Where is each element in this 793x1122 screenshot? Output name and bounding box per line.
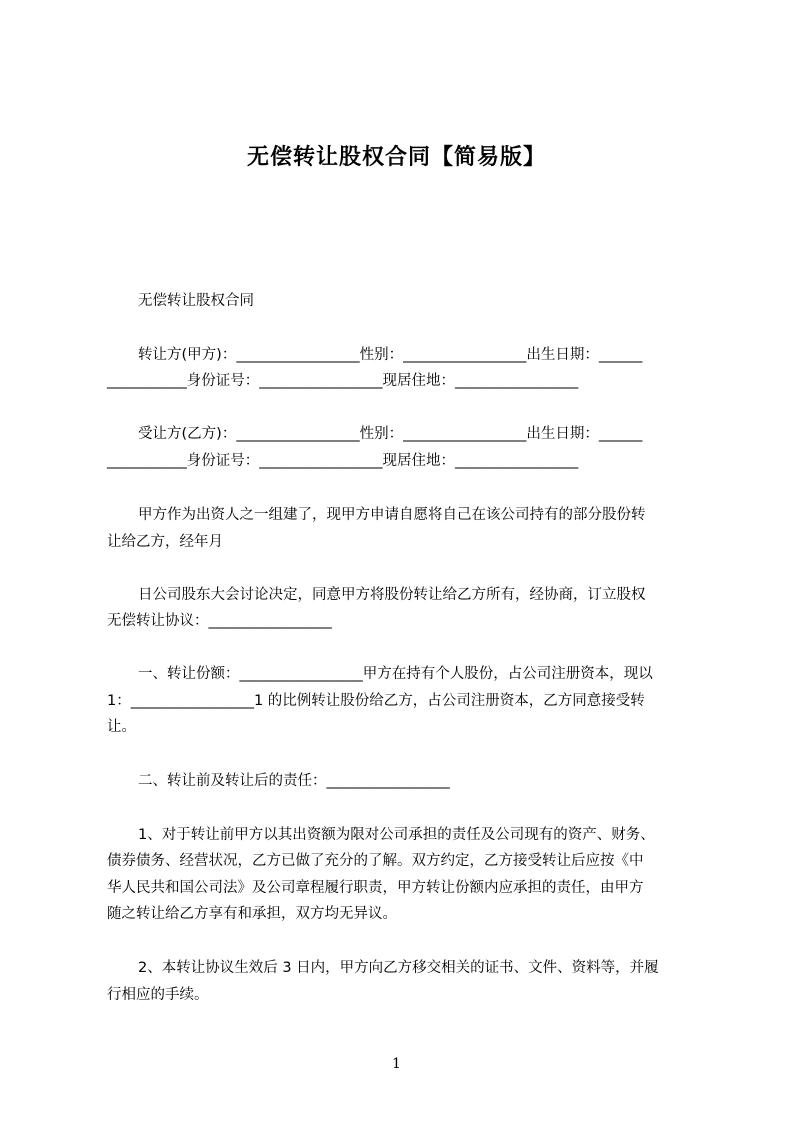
clause-1-line-1: 一、转让份额：_________________甲方在持有个人股份，占公司注册资本，现以 <box>138 666 653 682</box>
page-number: 1 <box>392 1056 401 1072</box>
preamble-line-2: 让给乙方，经年月 <box>107 534 223 550</box>
resolution-line-1: 日公司股东大会讨论决定，同意甲方将股份转让给乙方所有，经协商，订立股权 <box>138 587 646 603</box>
item-2-line-1: 2、本转让协议生效后 3 日内，甲方向乙方移交相关的证书、文件、资料等，并履 <box>138 960 659 976</box>
party-a-line-1: 转让方(甲方)：_________________性别：_________________出生日期：______ <box>138 347 643 363</box>
clause-1-line-2: 1：_________________1 的比例转让股份给乙方，占公司注册资本，乙方同意接受转 <box>107 693 645 709</box>
resolution-line-2: 无偿转让协议：_________________ <box>107 613 332 629</box>
party-a-line-2: ___________身份证号：_________________现居住地：_________________ <box>107 373 579 389</box>
item-1-line-1: 1、对于转让前甲方以其出资额为限对公司承担的责任及公司现有的资产、财务、 <box>138 827 655 843</box>
document-title: 无偿转让股权合同【简易版】 <box>246 145 546 170</box>
clause-2-heading: 二、转让前及转让后的责任：_________________ <box>138 773 450 789</box>
party-b-line-2: ___________身份证号：_________________现居住地：_________________ <box>107 453 579 469</box>
preamble-line-1: 甲方作为出资人之一组建了，现甲方申请自愿将自己在该公司持有的部分股份转 <box>138 507 646 523</box>
party-b-line-1: 受让方(乙方)：_________________性别：_________________出生日期：______ <box>138 426 643 442</box>
item-1-line-4: 随之转让给乙方享有和承担，双方均无异议。 <box>107 906 397 922</box>
clause-1-line-3: 让。 <box>107 719 136 735</box>
item-1-line-3: 华人民共和国公司法》及公司章程履行职责，甲方转让份额内应承担的责任，由甲方 <box>107 880 644 896</box>
item-1-line-2: 债券债务、经营状况，乙方已做了充分的了解。双方约定，乙方接受转让后应按《中 <box>107 853 644 869</box>
item-2-line-2: 行相应的手续。 <box>107 987 209 1003</box>
contract-heading: 无偿转让股权合同 <box>138 293 254 309</box>
